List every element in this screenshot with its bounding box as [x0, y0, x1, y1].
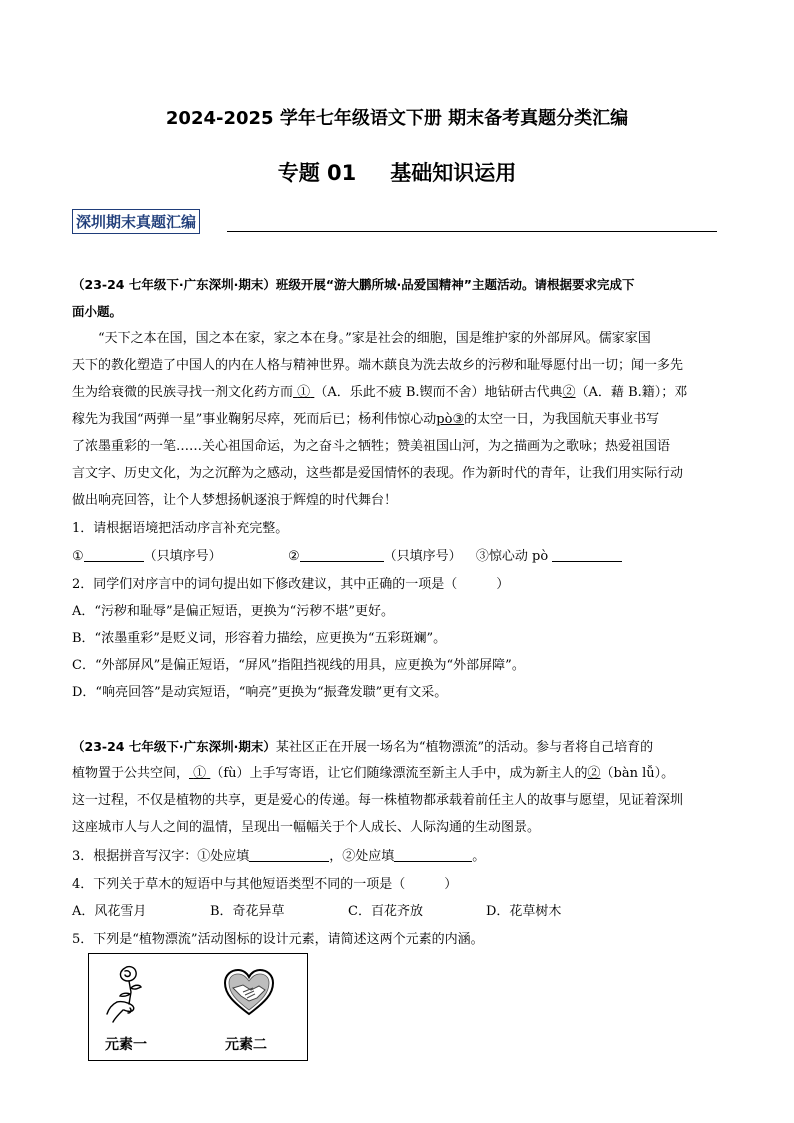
question-4: 4．下列关于草木的短语中与其他短语类型不同的一项是（ ）: [72, 877, 458, 892]
passage-line: “天下之本在国，国之本在家，家之本在身。”家是社会的细胞，国是维护家的外部屏风。儒家家国: [72, 331, 651, 346]
option: A．“污秽和耻辱”是偏正短语，更换为“污秽不堪”更好。: [72, 604, 394, 619]
passage-line: 了浓墨重彩的一笔……关心祖国命运，为之奋斗之牺牲；赞美祖国山河，为之描画为之歌咏；热爱祖国语: [72, 439, 671, 454]
option: D．“响亮回答”是动宾短语，“响亮”更换为“振聋发聩”更有文采。: [72, 685, 448, 700]
answer-blank[interactable]: [300, 547, 384, 562]
question-3: 3．根据拼音写汉字：①处应填 ，②处应填 。: [72, 849, 486, 864]
element-one-label: 元素一: [105, 1037, 147, 1053]
option: B．“浓墨重彩”是贬义词，形容着力描绘，应更换为“五彩斑斓”。: [72, 631, 447, 646]
question-2: 2．同学们对序言中的词句提出如下修改建议，其中正确的一项是（ ）: [72, 577, 510, 592]
document-title: 2024-2025 学年七年级语文下册 期末备考真题分类汇编: [165, 108, 629, 129]
blank-mark-1: ①: [193, 766, 207, 781]
question-5: 5．下列是“植物漂流”活动图标的设计元素，请简述这两个元素的内涵。: [72, 932, 484, 947]
answer-blank[interactable]: [84, 547, 144, 562]
passage-line: 生为给衰微的民族寻找一剂文化药方而 ① （A．乐此不疲 B.锲而不舍）地钻研古代典②（A．藉 B.籍）；邓: [72, 385, 688, 400]
passage-line: 言文字、历史文化，为之沉醉为之感动，这些都是爱国情怀的表现。作为新时代的青年，让我们用实际行动: [72, 466, 684, 481]
icon-elements-figure: [88, 953, 308, 1061]
answer-blank[interactable]: [394, 847, 472, 862]
question-source-1-cont: 面小题。: [72, 304, 123, 319]
element-two-label: 元素二: [225, 1037, 267, 1053]
passage-line: 这一过程，不仅是植物的共享，更是爱心的传递。每一株植物都承载着前任主人的故事与愿望，见证着深圳: [72, 793, 684, 808]
option: C．“外部屏风”是偏正短语，“屏风”指阻挡视线的用具，应更换为“外部屏障”。: [72, 658, 525, 673]
question-1: 1．请根据语境把活动序言补充完整。: [72, 521, 289, 536]
blank-mark-2: ②: [562, 385, 576, 400]
section-label: 深圳期末真题汇编: [72, 209, 200, 234]
answer-blank[interactable]: [552, 547, 622, 562]
topic-number: 专题 01: [277, 161, 357, 185]
question-1-answers: ① （只填序号） ② （只填序号） ③惊心动 pò: [72, 543, 732, 570]
option: A．风花雪月: [72, 904, 147, 919]
topic-name: 基础知识运用: [390, 161, 517, 185]
rose-in-hand-icon: [103, 964, 151, 1026]
heart-handshake-icon: [223, 968, 275, 1018]
question-source-2: （23-24 七年级下·广东深圳·期末）某社区正在开展一场名为“植物漂流”的活动。参与者将自己培育的: [72, 739, 654, 755]
option: B．奇花异草: [210, 904, 285, 919]
blank-mark-2: ②: [587, 766, 601, 781]
blank-mark-3: pò③: [436, 412, 465, 427]
passage-line: 稼先为我国“两弹一星”事业鞠躬尽瘁，死而后已；杨利伟惊心动pò③的太空一日，为我国航天事业书写: [72, 412, 660, 427]
question-source-1: （23-24 七年级下·广东深圳·期末）班级开展“游大鹏所城·品爱国精神”主题活动。请根据要求完成下: [72, 277, 635, 292]
option: C．百花齐放: [348, 904, 423, 919]
passage-line: 做出响亮回答，让个人梦想扬帆逐浪于辉煌的时代舞台！: [72, 493, 398, 508]
section-divider: [227, 231, 717, 232]
passage-line: 天下的教化塑造了中国人的内在人格与精神世界。端木蕻良为洗去故乡的污秽和耻辱愿付出一切；闻一多先: [72, 358, 684, 373]
blank-mark-1: ①: [297, 385, 311, 400]
passage-line: 植物置于公共空间， ① （fù）上手写寄语，让它们随缘漂流至新主人手中，成为新主人的②（bàn lǚ）。: [72, 766, 675, 781]
passage-line: 这座城市人与人之间的温情，呈现出一幅幅关于个人成长、人际沟通的生动图景。: [72, 820, 541, 835]
answer-blank[interactable]: [249, 847, 329, 862]
topic-heading: [0, 157, 794, 187]
option: D．花草树木: [486, 904, 562, 919]
